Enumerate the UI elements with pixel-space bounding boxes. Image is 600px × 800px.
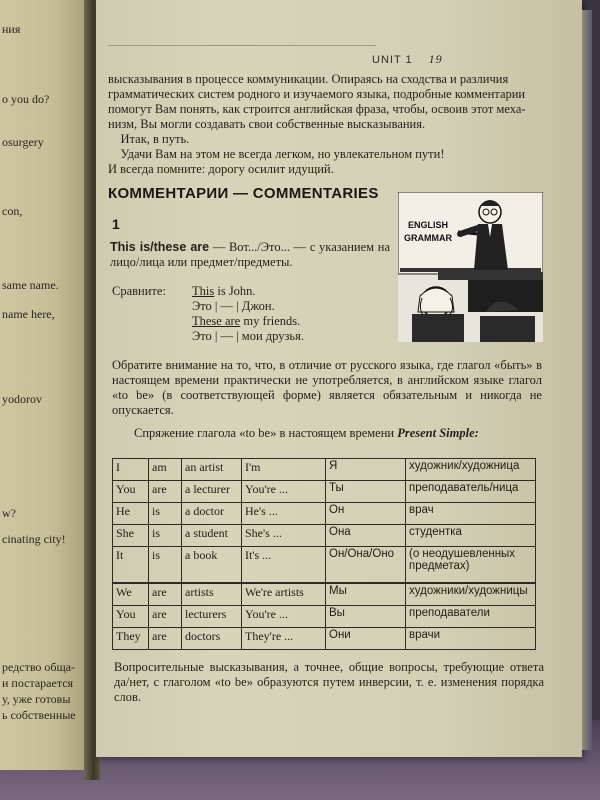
cell-contraction: We're artists [242, 583, 326, 606]
cell-pronoun: I [113, 459, 149, 481]
intro-line: помогут Вам понять, как строится английская фраза, чтобы, освоив этот меха- [108, 102, 526, 116]
board-text-grammar: GRAMMAR [404, 233, 452, 243]
cell-contraction: It's ... [242, 547, 326, 584]
cell-pronoun: They [113, 628, 149, 650]
cell-contraction: You're ... [242, 606, 326, 628]
cell-russian: Она [326, 525, 406, 547]
running-header [372, 52, 443, 67]
cell-pronoun: She [113, 525, 149, 547]
cartoon-illustration [398, 192, 543, 342]
left-fragment: ь собственные [2, 708, 76, 722]
header-rule [108, 45, 376, 46]
left-fragment: cinating city! [2, 532, 66, 546]
intro-line: Итак, в путь. [108, 132, 190, 146]
example-rest: my friends. [240, 314, 301, 328]
left-fragment: osurgery [2, 135, 44, 149]
definition-text: — Вот.../Это... — с указанием на лицо/лица или предмет/предметы. [110, 240, 390, 269]
example-line [192, 299, 304, 314]
left-fragment: yodorov [2, 392, 42, 406]
cell-translation: преподаватель/ница [406, 481, 536, 503]
intro-line: низм, Вы могли создавать свои собственные высказывания. [108, 117, 426, 131]
section-title: КОММЕНТАРИИ — COMMENTARIES [108, 185, 379, 202]
page-number: 19 [428, 52, 443, 66]
table-row [113, 547, 536, 584]
cell-translation: преподаватели [406, 606, 536, 628]
compare-label: Сравните: [112, 284, 166, 298]
table-row [113, 481, 536, 503]
cell-pronoun: It [113, 547, 149, 584]
cell-noun: an artist [182, 459, 242, 481]
example-underlined: This [192, 284, 215, 298]
cell-contraction: She's ... [242, 525, 326, 547]
cell-translation: врач [406, 503, 536, 525]
intro-paragraph [108, 72, 548, 177]
section-number: 1 [112, 216, 120, 232]
example-underlined: These are [192, 314, 241, 328]
intro-line: грамматических систем родного и изучаемого языка, подробные комментарии [108, 87, 526, 101]
cell-verb: is [149, 547, 182, 584]
cell-contraction: They're ... [242, 628, 326, 650]
cell-verb: are [149, 628, 182, 650]
cell-contraction: You're ... [242, 481, 326, 503]
example-line [192, 284, 304, 299]
example-rest: Это | — | мои друзья. [192, 329, 304, 343]
cell-translation: студентка [406, 525, 536, 547]
left-fragment: same name. [2, 278, 59, 292]
table-row [113, 606, 536, 628]
cell-noun: a doctor [182, 503, 242, 525]
cell-russian: Вы [326, 606, 406, 628]
cell-russian: Мы [326, 583, 406, 606]
left-fragment: редство обща- [2, 660, 76, 674]
cell-verb: is [149, 503, 182, 525]
cell-verb: are [149, 583, 182, 606]
example-rest: Это | — | Джон. [192, 299, 275, 313]
table-row [113, 459, 536, 481]
cell-noun: doctors [182, 628, 242, 650]
unit-label: UNIT 1 [372, 54, 413, 66]
cell-pronoun: We [113, 583, 149, 606]
table-row [113, 628, 536, 650]
cell-translation: художники/художницы [406, 583, 536, 606]
cell-verb: am [149, 459, 182, 481]
board-text-english: ENGLISH [408, 220, 449, 230]
example-line [192, 329, 304, 344]
conjugation-table [112, 458, 536, 650]
conjugation-heading [134, 426, 479, 441]
cell-translation: врачи [406, 628, 536, 650]
compare-examples [192, 284, 304, 344]
closing-paragraph: Вопросительные высказывания, а точнее, общие вопросы, требующие ответа да/нет, с глаголом «to be» образуются путем инверсии, т. е. изменения порядка слов. [114, 660, 544, 704]
conjugation-prefix: Спряжение глагола «to be» в настоящем времени [134, 426, 398, 440]
cell-verb: are [149, 481, 182, 503]
left-fragment: name here, [2, 307, 55, 321]
definition-term: This is/these are [110, 240, 210, 254]
page-edge [582, 10, 592, 750]
cell-noun: artists [182, 583, 242, 606]
cell-pronoun: He [113, 503, 149, 525]
cell-russian: Он [326, 503, 406, 525]
left-fragment: и постарается [2, 676, 74, 690]
cell-verb: is [149, 525, 182, 547]
note-paragraph: Обратите внимание на то, что, в отличие от русского языка, где глагол «быть» в настоящем времени практически не употребляется, в английском языке глагол «to be» (в соответствующей форме) является обязательным и никогда не опускается. [112, 358, 542, 417]
cell-noun: a book [182, 547, 242, 584]
intro-line: И всегда помните: дорогу осилит идущий. [108, 162, 334, 176]
cell-contraction: I'm [242, 459, 326, 481]
left-fragment: ния [2, 22, 21, 36]
left-page [0, 0, 90, 770]
definition [110, 240, 390, 270]
cell-pronoun: You [113, 606, 149, 628]
table-row [113, 503, 536, 525]
left-fragment: con, [2, 204, 23, 218]
cell-noun: a lecturer [182, 481, 242, 503]
cell-contraction: He's ... [242, 503, 326, 525]
example-rest: is John. [214, 284, 256, 298]
cell-verb: are [149, 606, 182, 628]
cell-pronoun: You [113, 481, 149, 503]
teacher-cartoon-svg [398, 192, 543, 342]
left-fragment: у, уже готовы [2, 692, 71, 706]
cell-translation: художник/художница [406, 459, 536, 481]
table-row [113, 525, 536, 547]
intro-line: высказывания в процессе коммуникации. Опираясь на сходства и различия [108, 72, 509, 86]
cell-russian: Он/Она/Оно [326, 547, 406, 584]
left-fragment: w? [2, 506, 16, 520]
left-fragment: o you do? [2, 92, 50, 106]
cell-russian: Ты [326, 481, 406, 503]
cell-russian: Я [326, 459, 406, 481]
cell-noun: a student [182, 525, 242, 547]
cell-noun: lecturers [182, 606, 242, 628]
example-line [192, 314, 304, 329]
table-row [113, 583, 536, 606]
cell-translation: (о неодушевленных предметах) [406, 547, 536, 584]
cell-russian: Они [326, 628, 406, 650]
conjugation-tense: Present Simple: [397, 426, 479, 440]
intro-line: Удачи Вам на этом не всегда легком, но увлекательном пути! [108, 147, 445, 161]
